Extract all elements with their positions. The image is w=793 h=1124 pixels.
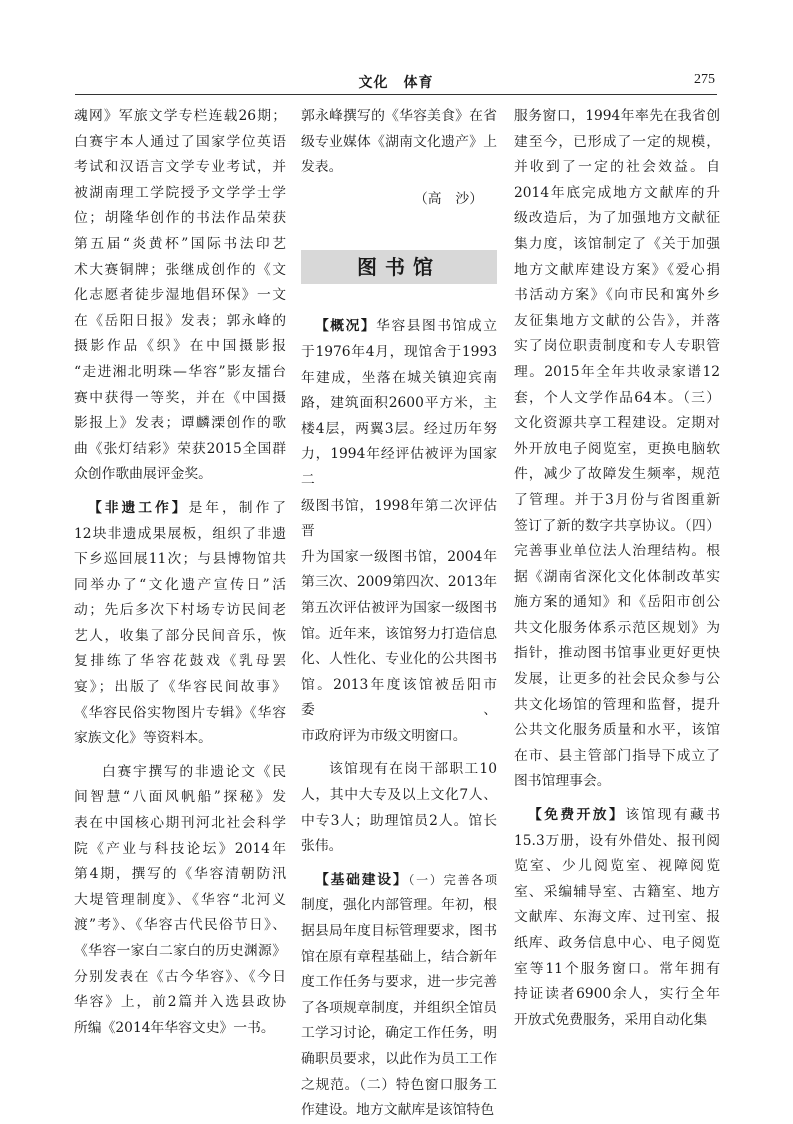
text-line: 市政府评为市级文明窗口。 [301,727,467,744]
text-line: 友征集地方文献的公告》，并落 [514,312,720,329]
text-line: 室、采编辅导室、古籍室、地方 [514,883,720,900]
text-line: 据县局年度目标管理要求，图书 [301,923,497,940]
text-line: 发表。 [301,159,343,176]
text-line: 白赛宇撰写的非遗论文《民 [102,763,286,780]
text-line: 第五次评估被评为国家一级图书 [301,599,497,616]
text-line: 人，其中大专及以上文化7人、 [301,787,497,804]
text-line: 化、人性化、专业化的公共图书 [301,651,497,668]
text-line: 地方文献库建设方案》《爱心捐 [514,261,720,278]
text-line: 签订了新的数字共享协议。（四） [514,517,720,534]
text-line: 持证读者6900余人，实行全年 [514,986,720,1003]
text-line: 并收到了一定的社会效益。自 [514,159,720,176]
text-line: 施方案的通知》和《岳阳市创公 [514,594,720,611]
text-line: 图书馆理事会。 [514,773,611,790]
text-line: 魂网》军旅文学专栏连载26期； [74,108,286,124]
text-line: 大堤管理制度》、《华容“北河义 [74,891,286,908]
column-2 [301,104,497,1124]
text-line: 馆在原有章程基础上，结合新年 [301,948,497,965]
text-line: 影报上》发表；谭麟溧创作的歌 [74,415,286,432]
text-line: 指针，推动图书馆事业更好更快 [514,645,720,662]
text-line: 张伟。 [301,838,343,855]
text-line: 化志愿者徒步湿地倡环保》一文 [74,287,286,304]
text-line: 白赛宇本人通过了国家学位英语 [74,133,286,150]
paragraph-lead-infrastructure: 【基础建设】 [315,871,409,888]
text-line: 宴》；出版了《华容民间故事》 [74,679,286,696]
text-line: 完善事业单位法人治理结构。根 [514,543,720,560]
text-line: 文化资源共享工程建设。定期对 [514,415,720,432]
text-line: 间智慧“八面风帆船”探秘》发 [74,789,286,806]
text-line: 建至今，已形成了一定的规模， [514,133,720,150]
text-line: 度工作任务与要求，进一步完善 [301,974,497,991]
text-span: 是年，制作了 [188,499,287,516]
text-line: 下乡巡回展11次；与县博物馆共 [74,551,286,568]
text-line: 了各项规章制度，并组织全馆员 [301,999,497,1016]
page-number: 275 [694,72,715,87]
text-line: 摄影作品《织》在中国摄影报 [74,338,286,355]
text-line: 室等11个服务窗口。常年拥有 [514,960,720,977]
text-line: 服务窗口，1994年率先在我省创 [514,108,720,124]
text-line: 作建设。地方文献库是该馆特色 [301,1102,495,1119]
paragraph-first-line [74,496,286,522]
text-line: 外开放电子阅览室，更换电脑软 [514,440,720,457]
text-line: 馆。近年来，该馆努力打造信息 [301,625,497,642]
paragraph-lead-intangible-heritage: 【非遗工作】 [88,499,189,516]
text-line: 表在中国核心期刊河北社会科学 [74,815,286,832]
text-line: 同举办了“文化遗产宣传日”活 [74,576,286,593]
text-line: 位；胡隆华创作的书法作品荣获 [74,210,286,227]
text-line: 曲《张灯结彩》荣获2015全国群 [74,440,286,457]
text-line: 之规范。（二）特色窗口服务工 [301,1076,497,1093]
text-line: 制度，强化内部管理。年初，根 [301,897,497,914]
column-1 [74,104,286,1041]
text-line: “走进湘北明珠—华容”影友擂台 [74,363,286,380]
text-line: 文献库、东海文库、过刊室、报 [514,909,720,926]
text-line: 纸库、政务信息中心、电子阅览 [514,935,720,951]
text-line: 确职员要求，以此作为员工工作 [301,1051,497,1067]
text-line: 该馆现有在岗干部职工10 [329,761,497,778]
text-line: 在《岳阳日报》发表；郭永峰的 [74,312,286,329]
text-line: 考试和汉语言文学专业考试，并 [74,159,286,176]
text-line: 级图书馆，1998年第二次评估晋 [301,497,497,540]
text-line: 馆。2013年度该馆被岳阳市委、 [301,676,497,719]
text-line: 第五届“炎黄杯”国际书法印艺 [74,235,286,252]
text-line: 12块非遗成果展板，组织了非遗 [74,525,286,542]
paragraph-first-line [514,803,720,829]
text-span: （一）完善各项 [408,872,497,887]
text-line: 书活动方案》《向市民和寓外乡 [514,287,720,304]
text-line: 渡”考》、《华容古代民俗节日》、 [74,917,286,934]
paragraph-first-line [301,314,497,340]
text-line: 在市、县主管部门指导下成立了 [514,747,720,764]
text-line: 众创作歌曲展评金奖。 [74,466,212,483]
text-line: 力，1994年经评估被评为国家二 [301,446,497,488]
author-signature: （高 沙） [414,190,483,207]
text-line: 《华容民俗实物图片专辑》《华容 [74,704,286,721]
text-line: 实了岗位职责制度和专人专职管 [514,338,720,355]
text-span: 华容县图书馆成立 [376,318,498,335]
text-line: 院《产业与科技论坛》2014年 [74,840,286,857]
text-line: 共文化服务体系示范区规划》为 [514,619,720,636]
text-line: 楼4层，两翼3层。经过历年努 [301,420,497,437]
text-line: 升为国家一级图书馆，2004年 [301,548,497,565]
text-line: 艺人，收集了部分民间音乐，恢 [74,627,286,644]
text-line: 家族文化》等资料本。 [74,730,212,747]
section-heading-library: 图书馆 [301,250,497,284]
text-line: 第4期，撰写的《华容清朝防汛 [74,866,286,883]
text-line: 开放式免费服务，采用自动化集 [514,1011,708,1028]
text-line: 据《湖南省深化文化体制改革实 [514,568,720,585]
text-line: 理。2015年全年共收录家谱12 [514,363,720,380]
text-line: 第三次、2009第四次、2013年 [301,574,497,591]
text-line: 发展，让更多的社会民众参与公 [514,671,720,688]
text-line: 《华容一家白二家白的历史渊源》 [74,943,286,959]
text-line: 中专3人；助理馆员2人。馆长 [301,812,497,829]
text-line: 级专业媒体《湖南文化遗产》上 [301,133,497,150]
text-line: 集力度，该馆制定了《关于加强 [514,235,720,252]
text-line: 工学习讨论，确定工作任务，明 [301,1025,497,1042]
text-line: 了管理。并于3月份与省图重新 [514,491,720,508]
text-line: 分别发表在《古今华容》、《今日 [74,968,286,985]
text-line: 15.3万册，设有外借处、报刊阅 [514,832,720,849]
text-span: 该馆现有藏书 [625,807,721,824]
page-header [75,72,717,96]
text-line: 级改造后，为了加强地方文献征 [514,210,720,227]
text-line: 路，建筑面积2600平方米，主 [301,395,497,412]
text-line: 郭永峰撰写的《华容美食》在省 [301,108,497,124]
text-line: 共文化场馆的管理和监督，提升 [514,696,720,713]
paragraph-lead-free-access: 【免费开放】 [528,807,626,824]
text-line: 所编《2014年华容文史》一书。 [74,1019,275,1036]
text-line: 年建成，坐落在城关镇迎宾南 [301,369,497,386]
text-line: 被湖南理工学院授予文学学士学 [74,184,286,201]
text-line: 复排练了华容花鼓戏《乳母罢 [74,653,286,670]
text-line: 件，减少了故障发生频率，规范 [514,466,720,483]
text-line: 动；先后多次下村场专访民间老 [74,602,286,619]
section-title: 文化 体育 [358,75,434,91]
text-line: 于1976年4月，现馆舍于1993 [301,343,497,360]
header-rule [75,94,717,95]
text-line: 术大赛铜牌；张继成创作的《文 [74,261,286,278]
text-line: 公共文化服务质量和水平，该馆 [514,722,720,739]
paragraph-lead-overview: 【概况】 [315,318,377,335]
text-line: 赛中获得一等奖，并在《中国摄 [74,389,286,406]
text-line: 2014年底完成地方文献库的升 [514,184,720,201]
paragraph-first-line [301,868,497,894]
text-line: 华容》上，前2篇并入选县政协 [74,994,286,1011]
text-line: 览室、少儿阅览室、视障阅览 [514,858,720,875]
column-3 [514,104,720,1033]
text-line: 套，个人文学作品64本。（三） [514,389,720,406]
